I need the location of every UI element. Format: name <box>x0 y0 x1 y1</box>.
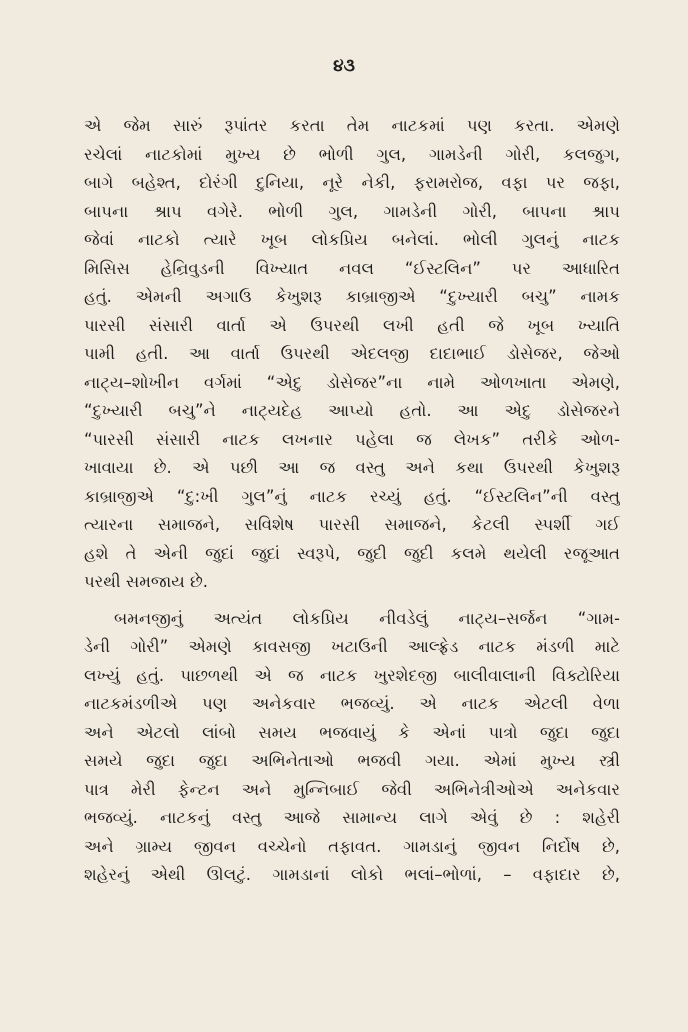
text-line: પામી હતી. આ વાર્તા ઉપરથી એદલજી દાદાભાઈ ડોસેજર, જેઓ <box>84 344 620 363</box>
body-text <box>84 112 620 890</box>
text-line: ખાવાયા છે. એ પછી આ જ વસ્તુ અને કથા ઉપરથી કેખુશરૂ <box>84 458 620 477</box>
text-line: બમનજીનું અત્યંત લોકપ્રિય નીવડેલું નાટ્ય–સર્જન “ગામ- <box>114 608 620 628</box>
text-line: અને ગ્રામ્ય જીવન વચ્ચેનો તફાવત. ગામડાનું જીવન નિર્દોષ છે, <box>84 836 620 856</box>
text-line: નાટકમંડળીએ પણ અનેકવાર ભજવ્યું. એ નાટક એટલી વેળા <box>84 694 620 713</box>
paragraph-2 <box>84 605 620 890</box>
text-line: હશે તે એની જુદાં જુદાં સ્વરૂપે, જુદી જુદી કલમે થયેલી રજૂઆત <box>84 543 620 563</box>
text-line: જેવાં નાટકો ત્યારે ખૂબ લોકપ્રિય બનેલાં. ભોલી ગુલનું નાટક <box>84 230 620 249</box>
text-line: નાટ્ય–શોખીન વર્ગમાં “એદુ ડોસેજર”ના નામે ઓળખાતા એમણે, <box>84 372 620 392</box>
page-number: ૪૩ <box>333 56 355 76</box>
text-line: અને એટલો લાંબો સમય ભજવાયું કે એનાં પાત્રો જુદા જુદા <box>84 722 620 742</box>
text-line: ત્યારના સમાજને, સવિશેષ પારસી સમાજને, કેટલી સ્પર્શી ગઈ <box>84 515 620 534</box>
text-line: “પારસી સંસારી નાટક લખનાર પહેલા જ લેખક” તરીકે ઓળ- <box>84 429 620 449</box>
text-line: પારસી સંસારી વાર્તા એ ઉપરથી લખી હતી જે ખૂબ ખ્યાતિ <box>84 315 620 335</box>
text-line: મિસિસ હેન્રિવુડની વિખ્યાત નવલ “ઈસ્ટલિન” પર આધારિત <box>84 258 620 278</box>
text-line: કાબ્રાજીએ “દુ:ખી ગુલ”નું નાટક રચ્યું હતું. “ઈસ્ટલિન”ની વસ્તુ <box>84 486 620 506</box>
text-line: સમયે જુદા જુદા અભિનેતાઓ ભજવી ગયા. એમાં મુખ્ય સ્ત્રી <box>84 751 620 770</box>
text-line: ડેની ગોરી” એમણે કાવસજી ખટાઉની આલ્ફ્રેડ નાટક મંડળી માટે <box>84 637 620 656</box>
text-line: લખ્યું હતું. પાછળથી એ જ નાટક ખુરશેદજી બાલીવાલાની વિક્ટોરિયા <box>84 665 620 685</box>
text-line: બાગે બહેશ્ત, દોરંગી દુનિયા, નૂરે નેકી, ફરામરોજ, વફા પર જફા, <box>84 173 620 192</box>
text-line: રચેલાં નાટકોમાં મુખ્ય છે ભોળી ગુલ, ગામડેની ગોરી, કલજુગ, <box>84 144 620 164</box>
text-line: બાપના શ્રાપ વગેરે. ભોળી ગુલ, ગામડેની ગોરી, બાપના શ્રાપ <box>84 201 620 221</box>
text-line: પરથી સમજાય છે. <box>84 572 209 591</box>
text-line: શહેરનું એથી ઊલટું. ગામડાનાં લોકો ભલાં–ભોળાં, – વફાદાર છે, <box>84 865 620 884</box>
paragraph-1 <box>84 112 620 597</box>
text-line: એ જેમ સારું રૂપાંતર કરતા તેમ નાટકમાં પણ કરતા. એમણે <box>84 116 620 135</box>
text-line: હતું. એમની અગાઉ કેખુશરૂ કાબ્રાજીએ “દુખ્યારી બચુ” નામક <box>84 287 620 306</box>
text-line: પાત્ર મેરી ફેન્ટન અને મુન્નિબાઈ જેવી અભિનેત્રીઓએ અનેકવાર <box>84 779 620 799</box>
paragraph-gap <box>84 597 620 605</box>
text-line: “દુખ્યારી બચુ”ને નાટ્યદેહ આપ્યો હતો. આ એદુ ડોસેજરને <box>84 401 620 420</box>
text-line: ભજવ્યું. નાટકનું વસ્તુ આજે સામાન્ય લાગે એવું છે : શહેરી <box>84 808 620 827</box>
